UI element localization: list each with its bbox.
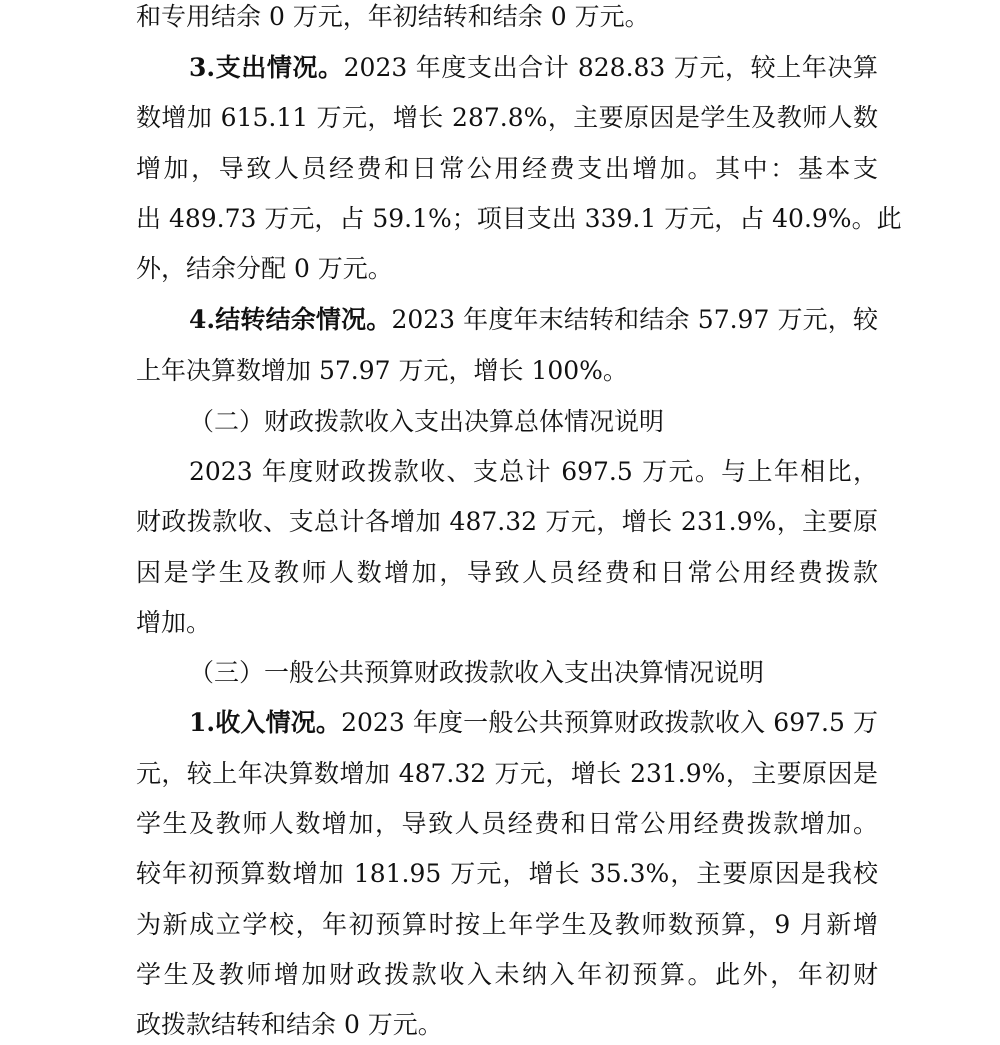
line-text: （二）财政拨款收入支出决算总体情况说明: [189, 407, 665, 436]
line-text: 较年初预算数增加 181.95 万元，增长 35.3%，主要原因是我校: [136, 859, 878, 888]
paragraph-line: [136, 553, 878, 593]
paragraph-line: [189, 48, 878, 88]
paragraph-line: [136, 754, 878, 794]
line-text: 2023 年度年末结转和结余 57.97 万元，较: [391, 305, 878, 334]
subsection-title: [189, 402, 878, 442]
line-text: 2023 年度一般公共预算财政拨款收入 697.5 万: [341, 708, 878, 737]
paragraph-line: [189, 452, 878, 492]
line-text: 出 489.73 万元，占 59.1%；项目支出 339.1 万元，占 40.9%。此: [136, 204, 902, 233]
section-heading: 4.结转结余情况。: [189, 305, 392, 334]
line-text: 2023 年度财政拨款收、支总计 697.5 万元。与上年相比，: [189, 457, 878, 486]
paragraph-line: [189, 703, 878, 743]
line-text: 因是学生及教师人数增加，导致人员经费和日常公用经费拨款: [136, 558, 878, 587]
line-text: 学生及教师增加财政拨款收入未纳入年初预算。此外，年初财: [136, 960, 878, 989]
line-text: 2023 年度支出合计 828.83 万元，较上年决算: [343, 53, 878, 82]
section-heading: 1.收入情况。: [189, 708, 342, 737]
line-text: 政拨款结转和结余 0 万元。: [136, 1010, 443, 1039]
line-text: 增加。: [136, 608, 212, 637]
line-text: 财政拨款收、支总计各增加 487.32 万元，增长 231.9%，主要原: [136, 507, 878, 536]
paragraph-line: [136, 905, 878, 945]
line-text: 和专用结余 0 万元，年初结转和结余 0 万元。: [136, 2, 650, 31]
paragraph-line: [136, 0, 878, 37]
paragraph-line: [136, 502, 878, 542]
paragraph-line: [189, 300, 878, 340]
line-text: 数增加 615.11 万元，增长 287.8%，主要原因是学生及教师人数: [136, 103, 878, 132]
paragraph-line: [136, 804, 878, 844]
paragraph-line: [136, 1005, 878, 1045]
line-text: 上年决算数增加 57.97 万元，增长 100%。: [136, 356, 628, 385]
paragraph-line: [136, 854, 878, 894]
line-text: 为新成立学校，年初预算时按上年学生及教师数预算，9 月新增: [136, 910, 878, 939]
line-text: 元，较上年决算数增加 487.32 万元，增长 231.9%，主要原因是: [136, 759, 878, 788]
section-heading: 3.支出情况。: [189, 53, 344, 82]
line-text: 外，结余分配 0 万元。: [136, 254, 393, 283]
paragraph-line: [136, 149, 878, 189]
paragraph-line: [136, 249, 878, 289]
paragraph-line: [136, 603, 878, 643]
line-text: 学生及教师人数增加，导致人员经费和日常公用经费拨款增加。: [136, 809, 878, 838]
line-text: 增加，导致人员经费和日常公用经费支出增加。其中：基本支: [136, 154, 878, 183]
paragraph-line: [136, 98, 878, 138]
line-text: （三）一般公共预算财政拨款收入支出决算情况说明: [189, 658, 765, 687]
paragraph-line: [136, 199, 902, 239]
subsection-title: [189, 653, 878, 693]
paragraph-line: [136, 955, 878, 995]
paragraph-line: [136, 351, 878, 391]
